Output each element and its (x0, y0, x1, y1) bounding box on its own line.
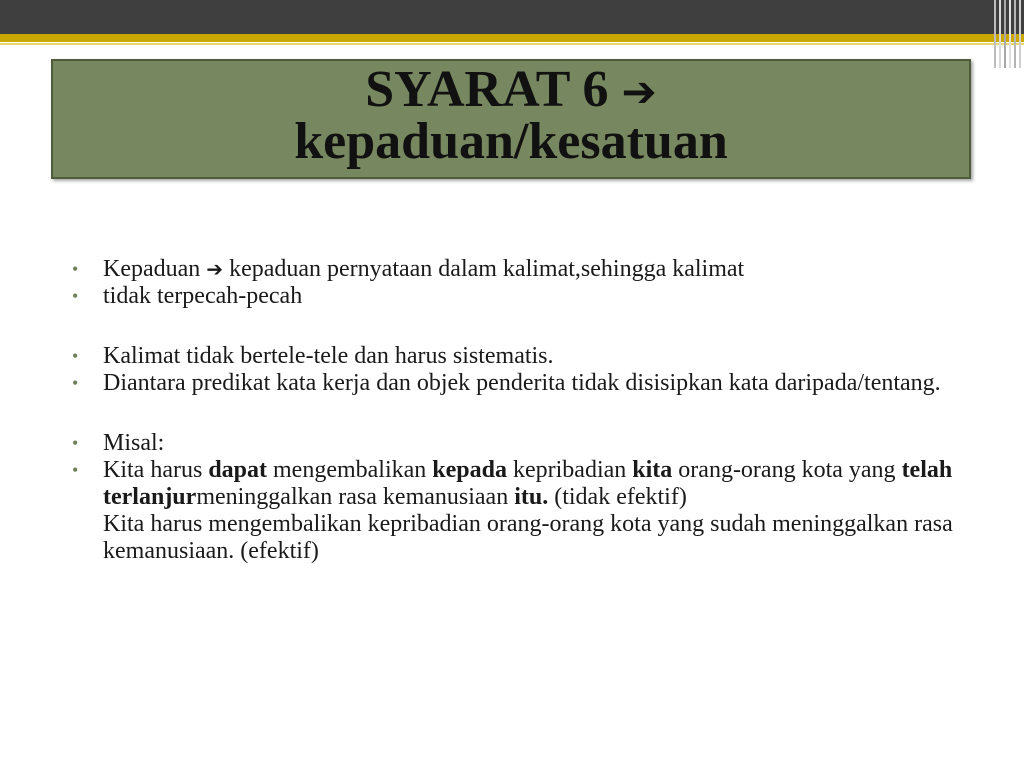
title-line-1: SYARAT 6 (365, 61, 609, 118)
right-arrow-icon: ➔ (206, 257, 224, 281)
round-bullet-icon: • (72, 433, 79, 453)
list-item: • Kepaduan ➔ kepaduan pernyataan dalam kalimat,sehingga kalimat (72, 256, 745, 282)
round-bullet-icon: • (72, 373, 79, 393)
round-bullet-icon: • (72, 286, 79, 306)
example-effective-sentence: Kita harus mengembalikan kepribadian orang-orang kota yang sudah meninggalkan rasa kemanusiaan. (efektif) (103, 511, 953, 564)
decorative-stripes (992, 0, 1024, 68)
title-box (51, 59, 971, 179)
slide-content (72, 256, 972, 565)
list-item: • Misal: (72, 430, 165, 456)
round-bullet-icon: • (72, 346, 79, 366)
round-bullet-icon: • (72, 259, 79, 279)
list-item: • Diantara predikat kata kerja dan objek penderita tidak disisipkan kata daripada/tentang. (72, 370, 941, 396)
list-item: • Kalimat tidak bertele-tele dan harus sistematis. (72, 343, 554, 369)
header-gold-line (0, 34, 1024, 42)
right-arrow-icon: ➔ (621, 67, 657, 116)
round-bullet-icon: • (72, 460, 79, 480)
list-item: • tidak terpecah-pecah (72, 283, 303, 309)
header-thin-line (0, 43, 1024, 45)
slide-title (53, 61, 969, 170)
title-line-2: kepaduan/kesatuan (294, 113, 728, 170)
list-item-example: • Kita harus dapat mengembalikan kepada kepribadian kita orang-orang kota yang telah terlanjurmeninggalkan rasa kemanusiaan itu. (tidak efektif) Kita harus mengembalikan kepribadian orang-orang kota yang sudah meninggalkan rasa kemanusiaan. (efektif) (72, 457, 953, 564)
header-dark-bar (0, 0, 1024, 34)
